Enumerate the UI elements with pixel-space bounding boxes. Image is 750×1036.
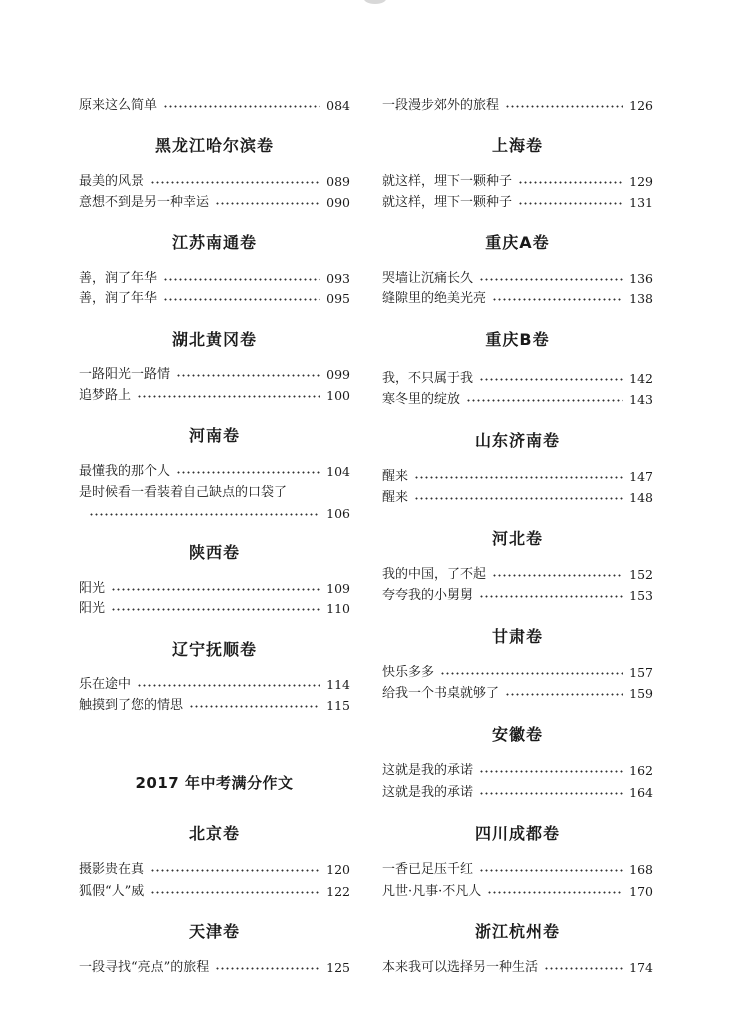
entry-page: 159 <box>629 686 653 701</box>
toc-entry[interactable] <box>382 882 653 902</box>
entry-title: 触摸到了您的情思 <box>79 698 184 713</box>
entry-title: 快乐多多 <box>382 665 435 680</box>
dot-leader <box>176 470 320 474</box>
dot-leader <box>137 394 320 398</box>
dot-leader <box>215 201 320 205</box>
entry-title: 追梦路上 <box>79 388 132 403</box>
entry-page: 170 <box>629 884 653 899</box>
toc-entry[interactable] <box>79 675 350 695</box>
entry-title[interactable]: 是时候看一看装着自己缺点的口袋了 <box>79 485 288 500</box>
toc-entry[interactable] <box>382 467 653 487</box>
dot-leader <box>163 297 320 301</box>
toc-entry[interactable] <box>382 369 653 389</box>
entry-page: 095 <box>326 291 350 306</box>
entry-title: 凡世·凡事·不凡人 <box>382 884 482 899</box>
entry-title: 最美的风景 <box>79 174 145 189</box>
region-heading: 陕西卷 <box>188 543 240 562</box>
entry-page: 162 <box>629 763 653 778</box>
dot-leader <box>466 398 623 402</box>
dot-leader <box>505 104 623 108</box>
toc-entry[interactable] <box>79 958 350 978</box>
dot-leader <box>163 104 320 108</box>
dot-leader <box>518 180 623 184</box>
region-heading: 黑龙江哈尔滨卷 <box>154 136 274 155</box>
toc-entry[interactable] <box>79 579 350 599</box>
entry-title: 最懂我的那个人 <box>79 464 171 479</box>
region-heading: 辽宁抚顺卷 <box>171 640 257 659</box>
entry-title: 醒来 <box>382 490 409 505</box>
entry-page: 174 <box>629 960 653 975</box>
entry-page: 147 <box>629 469 653 484</box>
entry-page: 138 <box>629 291 653 306</box>
region-heading: 河南卷 <box>188 426 240 445</box>
entry-page: 104 <box>326 464 350 479</box>
entry-title: 摄影贵在真 <box>79 862 145 877</box>
dot-leader <box>479 769 623 773</box>
dot-leader <box>189 704 320 708</box>
dot-leader <box>150 890 320 894</box>
dot-leader <box>518 201 623 205</box>
entry-page: 129 <box>629 174 653 189</box>
entry-title: 善，润了年华 <box>79 271 158 286</box>
section-heading: 2017 年中考满分作文 <box>135 774 294 792</box>
toc-entry[interactable] <box>79 599 350 619</box>
entry-title: 一段寻找“亮点”的旅程 <box>79 960 210 975</box>
dot-leader <box>414 475 623 479</box>
entry-title: 善，润了年华 <box>79 291 158 306</box>
dot-leader <box>487 890 623 894</box>
entry-page: 120 <box>326 862 350 877</box>
entry-title: 哭墙让沉痛长久 <box>382 271 474 286</box>
toc-entry[interactable] <box>382 860 653 880</box>
dot-leader <box>492 297 623 301</box>
entry-title: 乐在途中 <box>79 677 132 692</box>
entry-title: 一路阳光一路情 <box>79 367 171 382</box>
entry-title: 意想不到是另一种幸运 <box>79 195 210 210</box>
toc-entry[interactable] <box>382 193 653 213</box>
dot-leader <box>111 587 320 591</box>
toc-entry[interactable] <box>382 488 653 508</box>
region-heading: 山东济南卷 <box>474 431 560 450</box>
toc-entry[interactable] <box>79 289 350 309</box>
entry-title: 缝隙里的绝美光亮 <box>382 291 487 306</box>
toc-entry[interactable] <box>79 269 350 289</box>
toc-entry[interactable] <box>382 684 653 704</box>
entry-title: 醒来 <box>382 469 409 484</box>
entry-page: 089 <box>326 174 350 189</box>
entry-title: 我，不只属于我 <box>382 371 474 386</box>
dot-leader <box>176 373 320 377</box>
entry-page: 148 <box>629 490 653 505</box>
entry-page: 122 <box>326 884 350 899</box>
region-heading: 北京卷 <box>188 824 240 843</box>
region-heading: 重庆A卷 <box>485 233 550 252</box>
toc-entry[interactable] <box>382 390 653 410</box>
dot-leader <box>163 277 320 281</box>
entry-page: 153 <box>629 588 653 603</box>
dot-leader <box>544 966 623 970</box>
entry-title: 就这样，埋下一颗种子 <box>382 195 513 210</box>
entry-title: 原来这么简单 <box>79 98 158 113</box>
entry-title: 一段漫步郊外的旅程 <box>382 98 500 113</box>
toc-entry[interactable] <box>79 172 350 192</box>
toc-entry-continuation[interactable] <box>79 504 350 524</box>
region-heading: 重庆B卷 <box>485 330 550 349</box>
region-heading: 四川成都卷 <box>474 824 560 843</box>
dot-leader <box>215 966 320 970</box>
toc-entry[interactable] <box>79 193 350 213</box>
entry-page: 109 <box>326 581 350 596</box>
toc-entry[interactable] <box>382 96 653 116</box>
entry-title: 这就是我的承诺 <box>382 785 474 800</box>
toc-entry[interactable] <box>382 958 653 978</box>
region-heading: 湖北黄冈卷 <box>171 330 257 349</box>
entry-title: 我的中国，了不起 <box>382 567 487 582</box>
region-heading: 天津卷 <box>188 922 240 941</box>
region-heading: 甘肃卷 <box>491 627 543 646</box>
toc-entry[interactable] <box>79 96 350 116</box>
toc-entry[interactable] <box>382 269 653 289</box>
toc-entry[interactable] <box>79 365 350 385</box>
region-heading: 河北卷 <box>491 529 543 548</box>
entry-page: 110 <box>326 601 350 616</box>
entry-page: 126 <box>629 98 653 113</box>
toc-entry[interactable] <box>382 289 653 309</box>
dot-leader <box>414 496 623 500</box>
dot-leader <box>505 692 623 696</box>
toc-entry[interactable] <box>382 586 653 606</box>
entry-title: 夸夸我的小舅舅 <box>382 588 474 603</box>
entry-page: 125 <box>326 960 350 975</box>
entry-title: 阳光 <box>79 601 106 616</box>
entry-page: 164 <box>629 785 653 800</box>
entry-page: 106 <box>326 506 350 521</box>
region-heading: 上海卷 <box>491 136 543 155</box>
entry-page: 090 <box>326 195 350 210</box>
dot-leader <box>137 683 320 687</box>
dot-leader <box>89 512 320 516</box>
toc-entry[interactable] <box>382 172 653 192</box>
entry-page: 157 <box>629 665 653 680</box>
toc-entry[interactable] <box>79 882 350 902</box>
toc-entry[interactable] <box>79 860 350 880</box>
dot-leader <box>479 791 623 795</box>
toc-entry[interactable] <box>79 696 350 716</box>
region-heading: 安徽卷 <box>491 725 543 744</box>
entry-title: 就这样，埋下一颗种子 <box>382 174 513 189</box>
entry-title: 寒冬里的绽放 <box>382 392 461 407</box>
dot-leader <box>150 868 320 872</box>
entry-title: 本来我可以选择另一种生活 <box>382 960 539 975</box>
entry-title: 一香已足压千红 <box>382 862 474 877</box>
entry-page: 131 <box>629 195 653 210</box>
dot-leader <box>479 277 623 281</box>
entry-title: 给我一个书桌就够了 <box>382 686 500 701</box>
dot-leader <box>150 180 320 184</box>
entry-page: 099 <box>326 367 350 382</box>
region-heading: 江苏南通卷 <box>171 233 257 252</box>
entry-page: 100 <box>326 388 350 403</box>
entry-page: 142 <box>629 371 653 386</box>
entry-page: 114 <box>326 677 350 692</box>
entry-title: 阳光 <box>79 581 106 596</box>
toc-entry[interactable] <box>382 663 653 683</box>
toc-entry[interactable] <box>382 783 653 803</box>
toc-entry[interactable] <box>79 462 350 482</box>
entry-page: 136 <box>629 271 653 286</box>
entry-page: 168 <box>629 862 653 877</box>
dot-leader <box>492 573 623 577</box>
dot-leader <box>479 868 623 872</box>
entry-page: 093 <box>326 271 350 286</box>
toc-entry[interactable] <box>382 761 653 781</box>
dot-leader <box>479 377 623 381</box>
dot-leader <box>479 594 623 598</box>
entry-page: 115 <box>326 698 350 713</box>
toc-entry[interactable] <box>79 386 350 406</box>
dot-leader <box>440 671 623 675</box>
entry-page: 084 <box>326 98 350 113</box>
page-top-mark <box>364 0 386 4</box>
entry-title: 这就是我的承诺 <box>382 763 474 778</box>
entry-page: 143 <box>629 392 653 407</box>
entry-page: 152 <box>629 567 653 582</box>
dot-leader <box>111 607 320 611</box>
region-heading: 浙江杭州卷 <box>474 922 560 941</box>
toc-entry[interactable] <box>382 565 653 585</box>
entry-title: 狐假“人”威 <box>79 884 145 899</box>
